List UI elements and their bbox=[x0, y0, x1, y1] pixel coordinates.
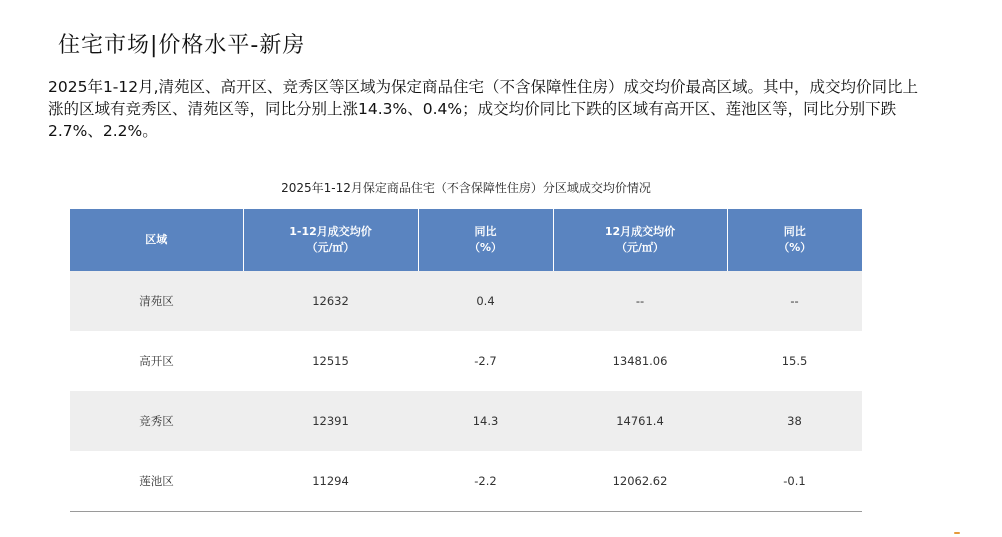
table-header-row bbox=[70, 209, 862, 271]
cell-yoy-dec: -0.1 bbox=[727, 451, 862, 512]
cell-avg-price-ytd: 11294 bbox=[243, 451, 418, 512]
table-row bbox=[70, 271, 862, 331]
cell-avg-price-dec: -- bbox=[553, 271, 727, 331]
header-label: 1-12月成交均价 bbox=[289, 225, 372, 238]
cell-region: 竞秀区 bbox=[70, 391, 243, 451]
cell-avg-price-ytd: 12391 bbox=[243, 391, 418, 451]
cell-avg-price-ytd: 12515 bbox=[312, 354, 349, 368]
header-unit: （%） bbox=[778, 241, 812, 254]
header-label: 12月成交均价 bbox=[604, 225, 676, 238]
corner-accent-mark bbox=[954, 532, 960, 534]
header-avg-price-dec bbox=[553, 209, 727, 271]
table-row bbox=[70, 331, 862, 391]
cell-avg-price-dec: 14761.4 bbox=[553, 391, 727, 451]
cell-region: 莲池区 bbox=[70, 451, 243, 512]
table-title: 2025年1-12月保定商品住宅（不含保障性住房）分区域成交均价情况 bbox=[281, 181, 651, 195]
summary-paragraph: 2025年1-12月,清苑区、高开区、竞秀区等区域为保定商品住宅（不含保障性住房）成交均价最高区域。其中，成交均价同比上涨的区域有竞秀区、清苑区等，同比分别上涨14.3%、0.4%；成交均价同比下跌的区域有高开区、莲池区等，同比分别下跌2.7%、2.2%。 bbox=[48, 78, 919, 140]
header-yoy-ytd bbox=[418, 209, 553, 271]
cell-yoy-dec: -- bbox=[727, 271, 862, 331]
header-unit: （元/㎡） bbox=[306, 241, 355, 254]
page-title: 住宅市场|价格水平-新房 bbox=[58, 33, 306, 58]
table-row bbox=[70, 391, 862, 451]
table-row bbox=[70, 451, 862, 512]
header-label: 同比 bbox=[783, 225, 806, 238]
cell-yoy-ytd: -2.7 bbox=[474, 354, 497, 368]
cell-region: 高开区 bbox=[139, 354, 174, 368]
cell-avg-price-ytd: 12632 bbox=[243, 271, 418, 331]
header-region bbox=[70, 209, 243, 271]
header-unit: （元/㎡） bbox=[615, 241, 665, 254]
cell-avg-price-dec: 12062.62 bbox=[553, 451, 727, 512]
price-table bbox=[70, 209, 862, 512]
cell-yoy-ytd: 14.3 bbox=[418, 391, 553, 451]
header-avg-price-ytd bbox=[243, 209, 418, 271]
cell-yoy-ytd: 0.4 bbox=[418, 271, 553, 331]
header-yoy-dec bbox=[727, 209, 862, 271]
header-unit: （%） bbox=[468, 241, 503, 254]
cell-yoy-dec: 15.5 bbox=[781, 354, 808, 368]
cell-region: 清苑区 bbox=[70, 271, 243, 331]
cell-yoy-ytd: -2.2 bbox=[418, 451, 553, 512]
header-label: 同比 bbox=[474, 225, 497, 238]
header-label: 区域 bbox=[145, 233, 168, 246]
cell-avg-price-dec: 13481.06 bbox=[612, 354, 668, 368]
cell-yoy-dec: 38 bbox=[727, 391, 862, 451]
